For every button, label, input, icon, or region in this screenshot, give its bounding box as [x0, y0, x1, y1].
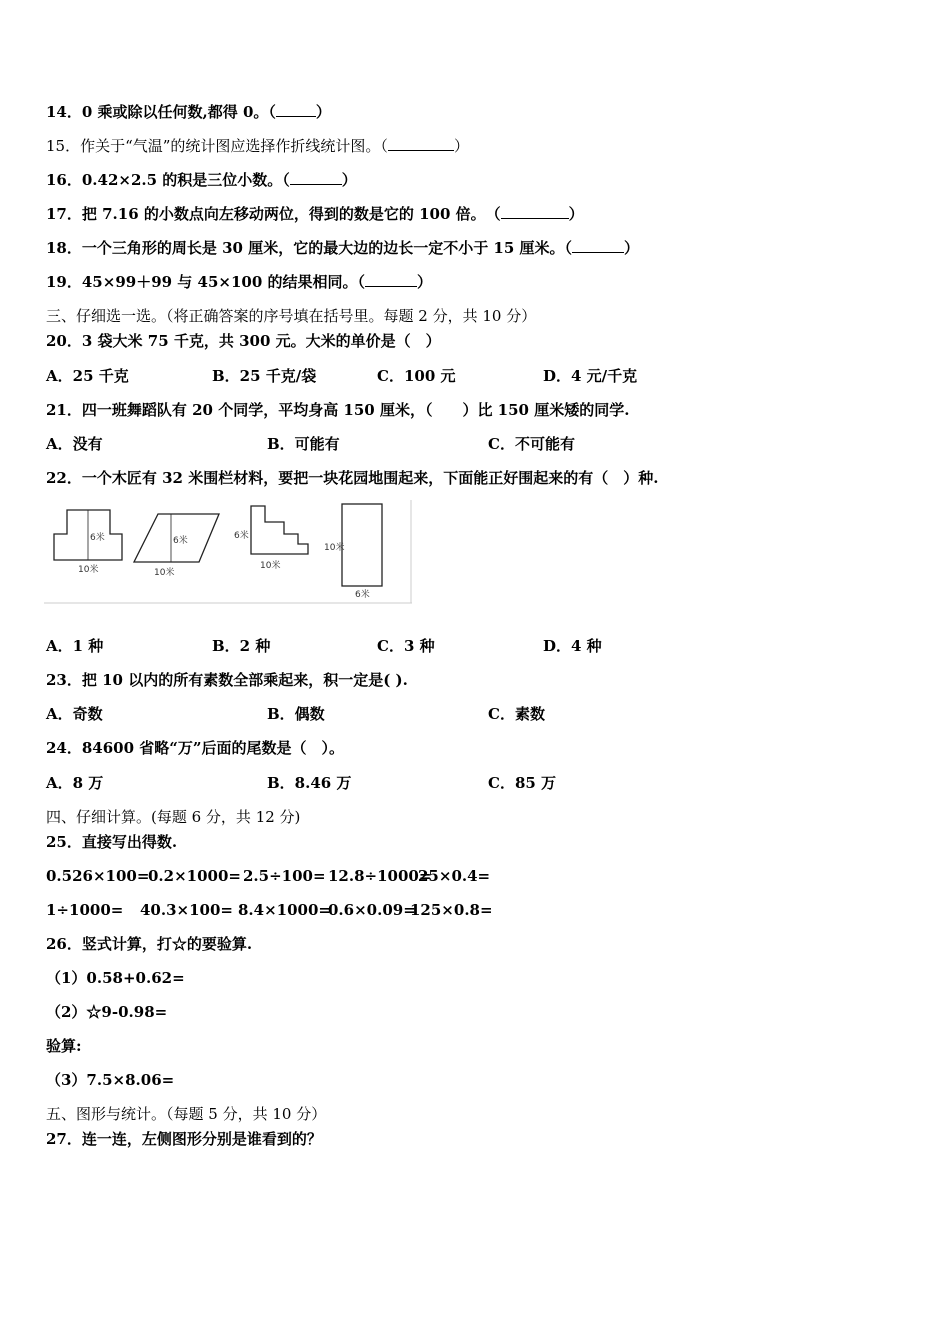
calc-item: 0.526×100=: [46, 867, 150, 885]
q23-option-b[interactable]: B．偶数: [267, 705, 325, 723]
section-4-title: 四、仔细计算。(每题 6 分，共 12 分): [46, 808, 301, 826]
shape-1-height-label: 6米: [90, 533, 105, 543]
question-21: 21．四一班舞蹈队有 20 个同学，平均身高 150 厘米，（ ）比 150 厘米矮的同学.: [46, 401, 630, 419]
q20-option-a[interactable]: A．25 千克: [46, 367, 129, 385]
q20-option-c[interactable]: C．100 元: [377, 367, 456, 385]
question-27: 27．连一连，左侧图形分别是谁看到的？: [46, 1130, 322, 1148]
calc-item: 0.6×0.09=: [328, 901, 416, 919]
shape-2-width-label: 10米: [154, 568, 175, 578]
question-18: [46, 238, 639, 258]
answer-blank[interactable]: [388, 136, 454, 151]
question-15-text: 15．作关于“气温”的统计图应选择作折线统计图。（: [46, 137, 388, 155]
q24-option-a[interactable]: A．8 万: [46, 774, 104, 792]
q22-option-c[interactable]: C．3 种: [377, 637, 435, 655]
answer-blank[interactable]: [572, 238, 624, 253]
calc-item: 125×0.8=: [410, 901, 493, 919]
q21-option-b[interactable]: B．可能有: [267, 435, 340, 453]
shape-4-height-label: 10米: [324, 543, 345, 553]
question-20: 20．3 袋大米 75 千克，共 300 元。大米的单价是（ ）: [46, 332, 441, 350]
section-3-title: 三、仔细选一选。（将正确答案的序号填在括号里。每题 2 分，共 10 分）: [46, 307, 537, 325]
question-16-text: 16．0.42×2.5 的积是三位小数。（: [46, 171, 290, 189]
question-24: 24．84600 省略“万”后面的尾数是（ ）。: [46, 739, 345, 757]
q22-option-a[interactable]: A．1 种: [46, 637, 104, 655]
question-17-text: 17．把 7.16 的小数点向左移动两位，得到的数是它的 100 倍。 （: [46, 205, 501, 223]
shape-4-width-label: 6米: [355, 590, 370, 600]
q24-option-c[interactable]: C．85 万: [488, 774, 557, 792]
q21-option-a[interactable]: A．没有: [46, 435, 103, 453]
q22-option-d[interactable]: D．4 种: [543, 637, 602, 655]
answer-blank[interactable]: [276, 102, 316, 117]
q26-item-3: （3）7.5×8.06=: [46, 1071, 175, 1089]
shape-4-rectangle: [342, 504, 382, 586]
bracket: ）: [341, 171, 357, 189]
calc-item: 25×0.4=: [418, 867, 491, 885]
shape-1-width-label: 10米: [78, 565, 99, 575]
bracket: ）: [453, 137, 469, 155]
q23-option-c[interactable]: C．素数: [488, 705, 545, 723]
answer-blank[interactable]: [290, 170, 342, 185]
q26-check-label: 验算:: [46, 1037, 82, 1055]
question-25: 25．直接写出得数.: [46, 833, 178, 851]
q24-option-b[interactable]: B．8.46 万: [267, 774, 352, 792]
shape-3-height-label: 6米: [234, 531, 249, 541]
q22-option-b[interactable]: B．2 种: [212, 637, 271, 655]
shape-3-width-label: 10米: [260, 561, 281, 571]
q26-item-1: （1）0.58+0.62=: [46, 969, 185, 987]
shape-3-staircase: [251, 506, 308, 554]
question-17: [46, 204, 584, 224]
calc-item: 2.5÷100=: [243, 867, 326, 885]
question-19-text: 19．45×99＋99 与 45×100 的结果相同。（: [46, 273, 365, 291]
q23-option-a[interactable]: A．奇数: [46, 705, 103, 723]
calc-item: 8.4×1000=: [238, 901, 331, 919]
q20-option-d[interactable]: D．4 元/千克: [543, 367, 638, 385]
question-15: [46, 136, 469, 156]
calc-item: 40.3×100=: [140, 901, 233, 919]
question-19: [46, 272, 432, 292]
calc-item: 0.2×1000=: [148, 867, 241, 885]
q21-option-c[interactable]: C．不可能有: [488, 435, 575, 453]
calc-item: 12.8÷1000=: [328, 867, 432, 885]
section-5-title: 五、图形与统计。（每题 5 分，共 10 分）: [46, 1105, 327, 1123]
calc-item: 1÷1000=: [46, 901, 124, 919]
answer-blank[interactable]: [501, 204, 569, 219]
shape-2-height-label: 6米: [173, 536, 188, 546]
question-18-text: 18．一个三角形的周长是 30 厘米，它的最大边的边长一定不小于 15 厘米。（: [46, 239, 573, 257]
question-22: 22．一个木匠有 32 米围栏材料，要把一块花园地围起来，下面能正好围起来的有（ ）种.: [46, 469, 659, 487]
q20-option-b[interactable]: B．25 千克/袋: [212, 367, 317, 385]
question-26: 26．竖式计算，打☆的要验算.: [46, 935, 253, 953]
question-14-text: 14．0 乘或除以任何数,都得 0。（: [46, 103, 276, 121]
question-16: [46, 170, 357, 190]
question-14: [46, 102, 331, 122]
q26-item-2: （2）☆9-0.98=: [46, 1003, 168, 1021]
bracket: ）: [568, 205, 584, 223]
question-23: 23．把 10 以内的所有素数全部乘起来，积一定是( ).: [46, 671, 408, 689]
answer-blank[interactable]: [365, 272, 417, 287]
bracket: ）: [315, 103, 331, 121]
bracket: ）: [624, 239, 640, 257]
q22-shapes-figure: [44, 498, 412, 604]
bracket: ）: [417, 273, 433, 291]
